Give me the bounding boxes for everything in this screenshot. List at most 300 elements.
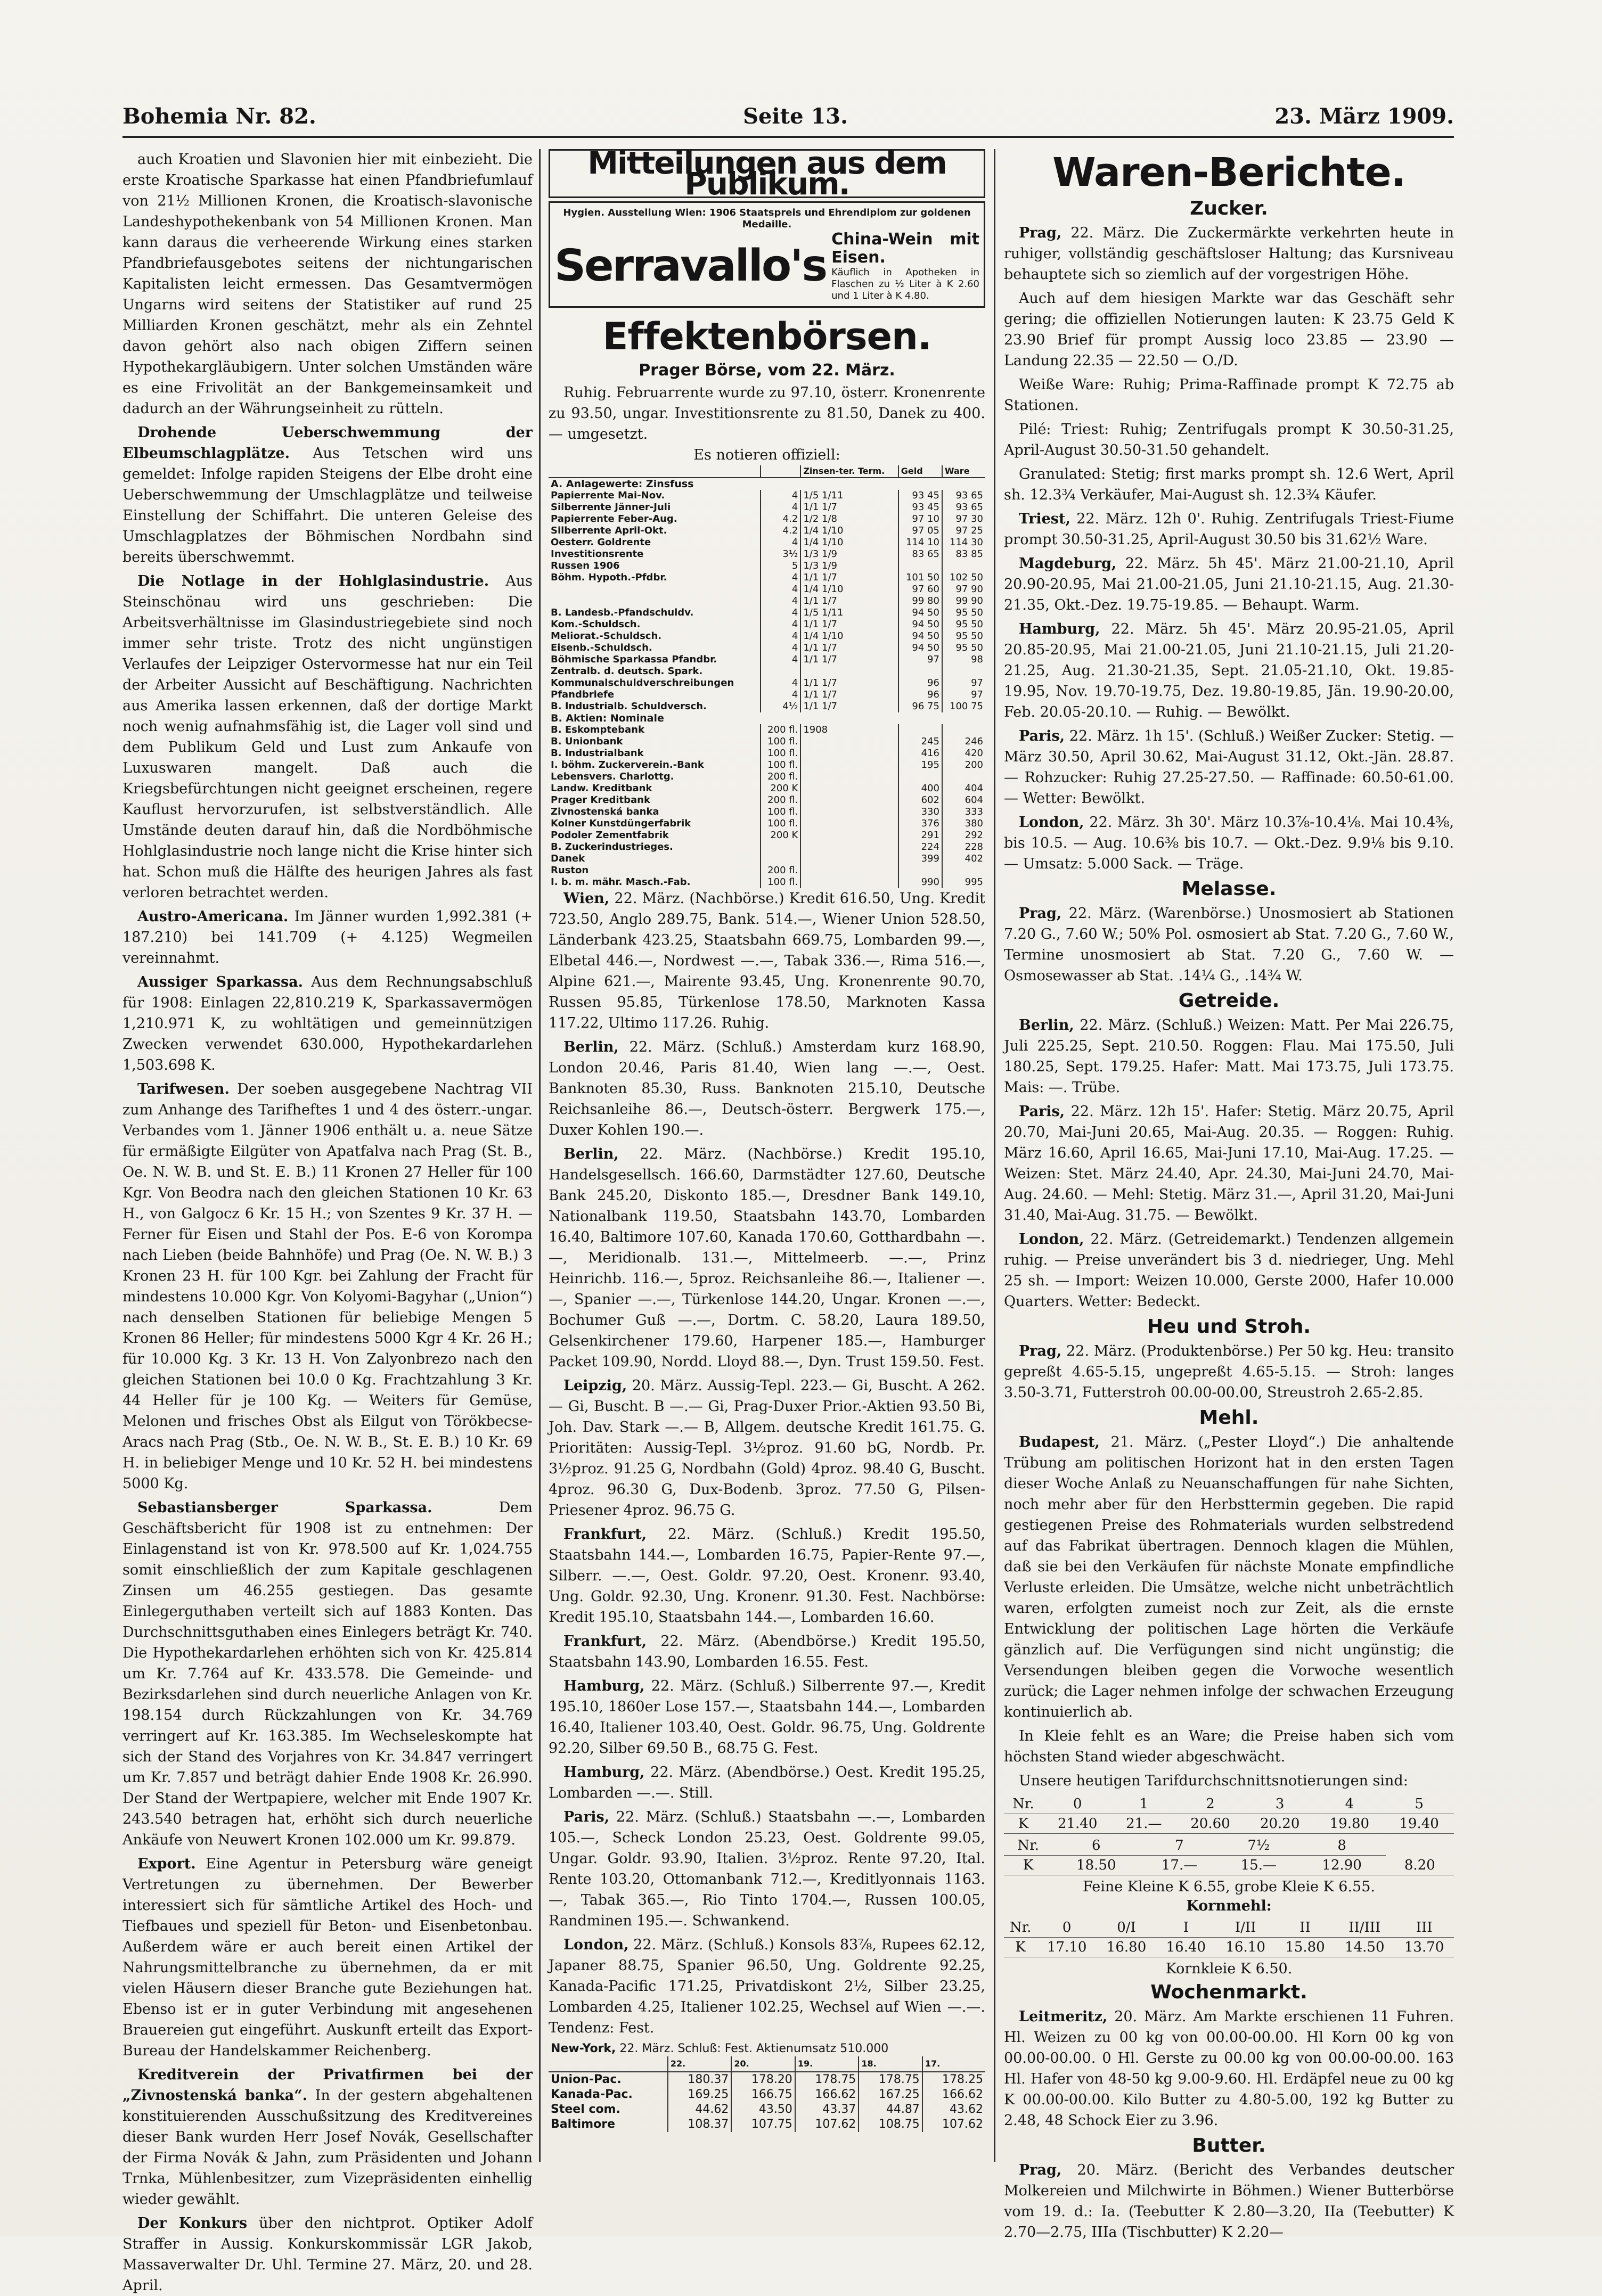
security-rate: 4 (761, 630, 801, 642)
ny-value: 107.75 (731, 2117, 795, 2132)
tarif-cell: 20.20 (1245, 1814, 1315, 1834)
security-term: 1/1 1/7 (800, 701, 898, 712)
melasse-report (1004, 903, 1454, 986)
boerse-report-text: 22. März. (Schluß.) Konsols 83⅞, Rupees 62.12, Japaner 88.75, Spanier 96.50, Ung. Goldrente 92.25, Kanada-Pacific 171.25, Privatdiskont 2½, Silber 23.25, Lombarden 4.25, Italiener 102.25, Wechsel auf Wien —.—. Tendenz: Fest. (549, 1937, 985, 2036)
zucker-report-text: 22. März. 1h 15'. (Schluß.) Weißer Zucker: Stetig. — März 30.50, April 30.62, Mai-August 31.12, Okt.-Jän. 28.87. — Rohzucker: Ruhig 27.25-27.50. — Raffinade: 60.50-61.00. — Wetter: Bewölkt. (1004, 728, 1454, 807)
security-name: B. Unionbank (551, 736, 623, 747)
kurse-head-geld: Geld (898, 465, 942, 478)
security-name: Zivnostenská banka (551, 806, 659, 817)
tarif-head-cell: 8 (1298, 1836, 1386, 1856)
section-anlagewerte (549, 478, 985, 490)
boerse-report-text: 22. März. (Abendbörse.) Oest. Kredit 195.25, Lombarden —.—. Still. (549, 1764, 985, 1801)
boerse-report (549, 1934, 985, 2038)
security-geld: 96 (898, 677, 942, 689)
security-geld: 94 50 (898, 607, 942, 619)
news-item-text: In der gestern abgehaltenen konstituierenden Ausschußsitzung des Kreditvereines dieser Bank wurden Herr Josef Novák, Gesellschafter der Firma Novák & Jahn, zum Präsidenten und Johann Trnka, Mühlenbesitzer, zum Vizepräsidenten einhellig wieder gewählt. (122, 2087, 533, 2208)
advert-award-line: Hygien. Ausstellung Wien: 1906 Staatspreis und Ehrendiplom zur goldenen Medaille. (563, 207, 971, 230)
ny-value: 180.37 (668, 2072, 732, 2087)
news-item (122, 149, 533, 419)
boerse-report-text: 22. März. (Nachbörse.) Kredit 195.10, Handelsgesellsch. 166.60, Darmstädter 127.60, Deutsche Bank 245.20, Diskonto 185.—, Dresdner Bank 149.10, Nationalbank 119.50, Staatsbahn 143.70, Lombarden 16.40, Baltimore 107.60, Kanada 170.60, Gotthardbahn —.—, Meridionalb. 131.—, Mittelmeerb. —.—, Prinz Heinrichb. 116.—, 5proz. Reichsanleihe 86.—, Italiener —.—, Spanier —.—, Türkenlose 144.20, Ungar. Kronen —.—, Bochumer Guß —.—, Dortm. C. 58.20, Laura 189.50, Gelsenkirchener 179.60, Harpener 185.—, Hamburger Packet 109.90, Nordd. Lloyd 88.—, Dyn. Trust 159.50. Fest. (549, 1146, 985, 1370)
security-rate: 4 (761, 537, 801, 548)
security-ware: 97 (942, 689, 985, 701)
boerse-report-lead: Frankfurt, (563, 1526, 647, 1543)
security-name: Papierrente Feber-Aug. (551, 513, 677, 524)
zucker-report (1004, 288, 1454, 371)
tarif-cell: 18.50 (1052, 1856, 1140, 1875)
tarif-cell: 17.— (1140, 1856, 1219, 1875)
boerse-report-lead: Hamburg, (563, 1764, 645, 1781)
table-row (549, 537, 985, 548)
table-row (549, 818, 985, 830)
security-ware: 93 65 (942, 490, 985, 502)
zucker-report-lead: Prag, (1019, 225, 1062, 241)
security-rate: 4 (761, 595, 801, 607)
ny-col-head: 17. (922, 2056, 985, 2072)
mehl-report-text: Unsere heutigen Tarifdurchschnittsnotierungen sind: (1019, 1773, 1408, 1789)
tarif-head-cell: I (1156, 1918, 1216, 1938)
security-geld: 97 05 (898, 525, 942, 537)
table-row (549, 783, 985, 794)
prager-boerse-heading: Prager Börse, vom 22. März. (639, 361, 895, 380)
zucker-report-lead: Magdeburg, (1019, 555, 1117, 572)
zucker-report-lead: Hamburg, (1019, 621, 1100, 637)
tarif-cell: 17.10 (1037, 1938, 1097, 1957)
boerse-report-lead: Leipzig, (563, 1377, 627, 1394)
zucker-report (1004, 464, 1454, 505)
tarif-head-cell: II/III (1335, 1918, 1394, 1938)
security-rate: 4 (761, 677, 801, 689)
zucker-report-text: 22. März. Die Zuckermärkte verkehrten heute in ruhiger, vollständig geschäftsloser Haltung; das Kursniveau behauptete sich so ziemlich auf der vorgestrigen Höhe. (1004, 225, 1454, 283)
ny-value: 108.37 (668, 2117, 732, 2132)
security-term: 1/5 1/11 (800, 607, 898, 619)
ny-security: Baltimore (551, 2118, 616, 2131)
security-geld: 97 10 (898, 513, 942, 525)
security-rate: 4 (761, 490, 801, 502)
security-name: Silberrente April-Okt. (551, 525, 667, 536)
page-header (122, 104, 1454, 136)
zucker-report-lead: Triest, (1019, 511, 1070, 527)
boerse-report-text: 22. März. (Schluß.) Kredit 195.50, Staatsbahn 144.—, Lombarden 16.75, Papier-Rente 97.—, Silberr. —.—, Oest. Goldr. 97.20, Oest. Kronenr. 93.40, Ung. Goldr. 92.30, Ung. Kronenr. 91.30. Fest. Nachbörse: Kredit 195.10, Staatsbahn 144.—, Lombarden 16.60. (549, 1526, 985, 1626)
boerse-report (549, 1144, 985, 1372)
security-geld (898, 560, 942, 572)
security-ware: 114 30 (942, 537, 985, 548)
ny-value: 166.62 (922, 2087, 985, 2102)
boerse-report-lead: Hamburg, (563, 1678, 645, 1694)
tarif-weizen-2 (1004, 1836, 1454, 1875)
zucker-report-text: Weiße Ware: Ruhig; Prima-Raffinade prompt K 72.75 ab Stationen. (1004, 376, 1454, 414)
security-term: 1/5 1/11 (800, 490, 898, 502)
table-row (549, 830, 985, 841)
tarif-head-cell: Nr. (1004, 1794, 1043, 1814)
ny-col-head: 19. (795, 2056, 859, 2072)
tarif-head-cell: 6 (1052, 1836, 1140, 1856)
security-name (549, 584, 761, 595)
wochenmarkt-report-lead: Leitmeritz, (1019, 2008, 1108, 2025)
melasse-report-text: 22. März. (Warenbörse.) Unosmosiert ab Stationen 7.20 G., 7.60 W.; 50% Pol. osmosiert ab Stat. 7.20 G., 7.60 W., Termine unosmosiert ab Stat. 7.20 G., 7.60 W. — Osmosewasser ab Stat. .14¼ G., .14¾ W. (1004, 905, 1454, 984)
melasse-heading: Melasse. (1181, 878, 1277, 900)
table-row (549, 654, 985, 666)
security-geld: 114 10 (898, 537, 942, 548)
security-ware: 404 (942, 783, 985, 794)
mitteilungen-title: Mitteilungen aus dem Publikum. (549, 149, 985, 198)
security-name: Investitionsrente (551, 548, 644, 560)
zucker-report (1004, 374, 1454, 416)
tarif-cell: K (1004, 1938, 1037, 1957)
security-term (800, 759, 898, 771)
offiziell-line: Es notieren offiziell: (693, 447, 840, 463)
tarif-head-cell: 1 (1113, 1794, 1176, 1814)
security-term: 1/4 1/10 (800, 525, 898, 537)
security-geld: 376 (898, 818, 942, 830)
ny-value: 178.25 (922, 2072, 985, 2087)
butter-heading: Butter. (1192, 2135, 1266, 2156)
security-ware (942, 666, 985, 677)
boerse-report-lead: Wien, (563, 890, 610, 907)
news-item-text: auch Kroatien und Slavonien hier mit einbezieht. Die erste Kroatische Sparkasse hat einen Pfandbriefumlauf von 21½ Millionen Kronen, die Kroatisch-slavonische Landeshypothekenbank von 54 Millionen Kronen. Man kann daraus die verheerende Wirkung eines starken Pfandbriefausgebotes seitens der nichtungarischen Kapitalisten leicht ermessen. Das Gesamtvermögen Ungarns wird seitens der Statistiker auf rund 25 Milliarden Kronen geschätzt, mehr als ein Zehntel davon gehört also nach obigen Ziffern seinen Hypothekargläubigern. Unter solchen Umständen wäre es eine Frivolität an der Bankgemeinsamkeit und dadurch an der Währungseinheit zu rütteln. (122, 151, 533, 417)
advert-brand: Serravallo's (554, 241, 827, 291)
security-geld (898, 724, 942, 736)
tarif-head-cell: Nr. (1004, 1918, 1037, 1938)
zucker-report-lead: Paris, (1019, 728, 1065, 744)
security-name: Meliorat.-Schuldsch. (551, 630, 662, 642)
ny-value: 166.75 (731, 2087, 795, 2102)
security-term: 1/3 1/9 (800, 560, 898, 572)
security-ware: 95 50 (942, 607, 985, 619)
security-geld (898, 666, 942, 677)
butter-report-text: 20. März. (Bericht des Verbandes deutscher Molkereien und Milchwirte in Böhmen.) Wiener Butterbörse vom 19. d.: Ia. (Teebutter K 2.80—3.20, IIa (Teebutter) K 2.70—2.75, IIIa (Tischbutter) K 2.20— (1004, 2162, 1454, 2241)
security-geld: 416 (898, 748, 942, 759)
news-item-lead: Austro-Americana. (137, 908, 289, 925)
security-geld: 94 50 (898, 630, 942, 642)
security-term (800, 736, 898, 748)
ny-value: 169.25 (668, 2087, 732, 2102)
security-rate (761, 841, 801, 853)
security-name: Russen 1906 (551, 560, 620, 571)
tarif-head-cell: 2 (1175, 1794, 1245, 1814)
tarif-cell: 16.10 (1216, 1938, 1276, 1957)
section-anlagewerte-label: A. Anlagewerte: Zinsfuss (551, 478, 694, 490)
security-geld: 83 65 (898, 548, 942, 560)
table-row (549, 677, 985, 689)
tarif-weizen-1-row (1004, 1814, 1454, 1834)
security-ware: 97 25 (942, 525, 985, 537)
security-term: 1/1 1/7 (800, 595, 898, 607)
tarif-cell: 14.50 (1335, 1938, 1394, 1957)
security-ware: 604 (942, 794, 985, 806)
prager-boerse-text: Ruhig. Februarrente wurde zu 97.10, österr. Kronenrente zu 93.50, ungar. Investitionsrente zu 81.50, Danek zu 400.— umgesetzt. (549, 384, 985, 442)
security-name: B. Industrialbank (551, 748, 644, 759)
news-item (122, 1497, 533, 1850)
section-aktien (549, 712, 985, 724)
header-page-number: Seite 13. (743, 104, 848, 129)
security-term (800, 818, 898, 830)
kurse-head-term: Zinsen-ter. Term. (800, 465, 898, 478)
tarif-cell: 13.70 (1394, 1938, 1454, 1957)
ny-security: Kanada-Pac. (551, 2088, 633, 2101)
tarif-cell: 12.90 (1298, 1856, 1386, 1875)
column-economic-news (122, 149, 533, 2294)
security-name: Kommunalschuldverschreibungen (551, 677, 734, 688)
news-item-lead: Die Notlage in der Hohlglasindustrie. (137, 573, 489, 589)
security-ware: 102 50 (942, 572, 985, 584)
security-ware: 95 50 (942, 630, 985, 642)
security-ware: 380 (942, 818, 985, 830)
ny-value: 43.37 (795, 2102, 859, 2117)
getreide-report-lead: Paris, (1019, 1103, 1065, 1120)
security-term (800, 748, 898, 759)
news-item-lead: Sebastiansberger Sparkassa. (137, 1499, 432, 1516)
waren-title: Waren-Berichte. (1052, 150, 1405, 195)
security-geld: 245 (898, 736, 942, 748)
table-row (549, 748, 985, 759)
security-rate (761, 666, 801, 677)
security-rate: 4 (761, 572, 801, 584)
wochenmarkt-heading: Wochenmarkt. (1150, 1981, 1307, 2003)
news-item-text: Aus Tetschen wird uns gemeldet: Infolge rapiden Steigens der Elbe droht eine Ueberschwemmung der Umschlagplätze und teilweise Einstellung der Schiffahrt. Die unteren Geleise des Umschlagplatzes der Böhmischen Nordbahn sind bereits überschwemmt. (122, 445, 533, 565)
security-term (800, 841, 898, 853)
news-item-lead: Drohende Ueberschwemmung der Elbeumschlagplätze. (122, 424, 533, 462)
security-rate: 4 (761, 654, 801, 666)
boerse-report-text: 22. März. (Abendbörse.) Kredit 195.50, Staatsbahn 143.90, Lombarden 16.55. Fest. (549, 1633, 985, 1670)
security-name: Eisenb.-Schuldsch. (551, 642, 652, 653)
security-geld: 400 (898, 783, 942, 794)
news-item (122, 2213, 533, 2296)
security-ware: 97 (942, 677, 985, 689)
security-rate: 100 fl. (761, 748, 801, 759)
tarif-cell: K (1004, 1856, 1052, 1875)
boerse-report-lead: Berlin, (563, 1146, 619, 1162)
table-row (549, 642, 985, 654)
news-item (122, 972, 533, 1076)
melasse-report-lead: Prag, (1019, 905, 1062, 922)
mehl-report-text: In Kleie fehlt es an Ware; die Preise haben sich vom höchsten Stand wieder abgeschwächt. (1004, 1728, 1454, 1765)
table-row (549, 548, 985, 560)
security-name: Lebensvers. Charlottg. (551, 771, 674, 782)
security-ware: 93 65 (942, 502, 985, 513)
tarif-weizen-2-head (1004, 1836, 1454, 1856)
zucker-report-text: 22. März. 3h 30'. März 10.3⅞-10.4⅛. Mai 10.4⅜, bis 10.5. — Aug. 10.6⅜ bis 10.7. — Okt.-Dez. 9.9⅛ bis 9.10. — Umsatz: 5.000 Sack. — Träge. (1004, 814, 1454, 872)
table-row (549, 806, 985, 818)
tarif-head-cell: 4 (1315, 1794, 1385, 1814)
table-row (549, 841, 985, 853)
security-geld: 399 (898, 853, 942, 865)
news-item-text: Der soeben ausgegebene Nachtrag VII zum Anhange des Tarifheftes 1 und 4 des österr.-ungar. Verbandes vom 1. Jänner 1906 enthält u. a. neue Sätze für ermäßigte Eilgüter von Apatfalva nach Prag (St. B., Oe. N. W. B. und St. E. B.) 11 Kronen 27 Heller für 100 Kgr. Von Beodra nach den gleichen Stationen 10 Kr. 63 H., von Galgocz 6 Kr. 15 H.; von Szentes 9 Kr. 37 H. — Ferner für Eisen und Stahl der Pos. E-6 von Korompa nach Lieben (beide Bahnhöfe) und Prag (Oe. N. W. B.) 3 Kronen 23 H. für 100 Kgr. bei Zahlung der Fracht für mindestens 10.000 Kgr. Von Kolyomi-Bagyhar („Union“) nach denselben Stationen für beliebige Mengen 5 Kronen 86 Heller; für mindestens 5000 Kgr 4 Kr. 26 H.; für 10.000 Kg. 3 Kr. 13 H. Von Zalyonbrezo nach den gleichen Stationen bei 10.0 0 Kg. Frachtzahlung 3 Kr. 44 Heller für je 100 Kg. — Weiters für Gemüse, Melonen und frisches Obst als Eilgut von Törökbecse-Aracs nach Prag (Stb., Oe. N. W. B., St. E. B.) 10 Kr. 69 H. in beliebiger Menge und 10 Kr. 52 H. bei mindestens 5000 Kg. (122, 1081, 533, 1492)
security-ware: 228 (942, 841, 985, 853)
zucker-report-text: 22. März. 5h 45'. März 20.95-21.05, April 20.85-20.95, Mai 21.00-21.05, Juni 21.10-21.15, Juli 21.20-21.25, Aug. 21.30-21.35, Sept. 21.05-21.10, Okt. 19.85-19.95, Nov. 19.70-19.75, Dez. 19.80-19.85, Jän. 19.90-20.00, Feb. 20.05-20.10. — Ruhig. — Bewölkt. (1004, 621, 1454, 720)
ny-heading: New-York, 22. März. Schluß: Fest. Aktienumsatz 510.000 (551, 2042, 889, 2055)
table-row (549, 630, 985, 642)
table-row (549, 666, 985, 677)
tarif-head-cell: 0/I (1097, 1918, 1156, 1938)
security-term: 1/3 1/9 (800, 548, 898, 560)
security-geld (898, 771, 942, 783)
security-name: B. Eskomptebank (551, 724, 644, 735)
security-name: Böhm. Hypoth.-Pfdbr. (551, 572, 667, 583)
kurse-head-zins (761, 465, 801, 478)
security-term (800, 794, 898, 806)
ny-col-head: 18. (859, 2056, 922, 2072)
boerse-report-text: 22. März. (Schluß.) Silberrente 97.—, Kredit 195.10, 1860er Lose 157.—, Staatsbahn 144.—, Lombarden 16.40, Italiener 103.40, Oest. Goldr. 96.75, Ung. Goldrente 92.20, Silber 69.50 B., 68.75 G. Fest. (549, 1678, 985, 1757)
tarif-head-cell: 0 (1037, 1918, 1097, 1938)
boerse-report (549, 1762, 985, 1803)
security-rate: 200 fl. (761, 794, 801, 806)
tarif-cell: 21.40 (1043, 1814, 1113, 1834)
security-term: 1/1 1/7 (800, 689, 898, 701)
zucker-report-text: 22. März. 12h 0'. Ruhig. Zentrifugals Triest-Fiume prompt 30.50-31.25, April-August 30.50 bis 31.62½ Ware. (1004, 511, 1454, 548)
ny-value: 178.75 (795, 2072, 859, 2087)
security-geld: 330 (898, 806, 942, 818)
news-item-lead: Export. (137, 1856, 196, 1872)
tarif-kornmehl-head (1004, 1918, 1454, 1938)
security-name: Papierrente Mai-Nov. (551, 490, 665, 501)
table-row (549, 876, 985, 888)
boerse-report-lead: London, (563, 1937, 629, 1953)
table-row (549, 724, 985, 736)
security-term (800, 853, 898, 865)
table-row (549, 771, 985, 783)
zucker-report (1004, 726, 1454, 809)
tarif-head-cell: 5 (1384, 1794, 1454, 1814)
mehl-report (1004, 1726, 1454, 1767)
ny-security: Union-Pac. (551, 2073, 622, 2086)
getreide-report-text: 22. März. 12h 15'. Hafer: Stetig. März 20.75, April 20.70, Mai-Juni 20.65, Mai-Aug. 20.35. — Roggen: Ruhig. März 16.60, April 16.65, Mai-Juni 17.10, Mai-Aug. 17.25. — Weizen: Stet. März 24.40, Apr. 24.30, Mai-Juni 24.70, Mai-Aug. 24.60. — Mehl: Stetig. März 31.—, April 31.20, Mai-Juni 31.40, Mai-Aug. 31.75. — Bewölkt. (1004, 1103, 1454, 1224)
table-row (549, 560, 985, 572)
security-rate: 100 fl. (761, 806, 801, 818)
kornmehl-heading: Kornmehl: (1186, 1898, 1272, 1914)
ny-value: 108.75 (859, 2117, 922, 2132)
boerse-report (549, 1375, 985, 1521)
tarif-cell: 21.— (1113, 1814, 1176, 1834)
boerse-report (549, 1631, 985, 1672)
ny-value: 44.87 (859, 2102, 922, 2117)
header-date: 23. März 1909. (1274, 104, 1454, 129)
table-row (549, 853, 985, 865)
advert-product: China-Wein mit Eisen. (831, 230, 979, 267)
mehl-report (1004, 1432, 1454, 1723)
security-ware (942, 771, 985, 783)
tarif-kornmehl-row (1004, 1938, 1454, 1957)
tarif-cell: K (1004, 1814, 1043, 1834)
header-issue: Bohemia Nr. 82. (122, 104, 316, 129)
security-ware: 292 (942, 830, 985, 841)
security-rate: 4 (761, 607, 801, 619)
security-name: Kolner Kunstdüngerfabrik (551, 818, 691, 829)
security-term: 1/4 1/10 (800, 584, 898, 595)
security-term: 1/4 1/10 (800, 537, 898, 548)
tarif-kornmehl (1004, 1918, 1454, 1957)
security-geld: 990 (898, 876, 942, 888)
news-item (122, 2064, 533, 2210)
security-rate: 200 K (761, 783, 801, 794)
tarif-head-cell: Nr. (1004, 1836, 1052, 1856)
news-item-text: Im Jänner wurden 1,992.381 (+ 187.210) bei 141.709 (+ 4.125) Wegmeilen vereinnahmt. (122, 908, 533, 966)
security-name: B. Zuckerindustrieges. (551, 841, 673, 852)
ny-value: 178.75 (859, 2072, 922, 2087)
table-row (549, 584, 985, 595)
ny-columns (549, 2056, 985, 2072)
security-rate: 4.2 (761, 525, 801, 537)
boerse-report (549, 1807, 985, 1931)
column-divider (539, 149, 541, 2162)
boerse-report-text: 22. März. (Schluß.) Amsterdam kurz 168.90, London 20.46, Paris 81.40, Wien lang —.—, Oest. Banknoten 85.30, Russ. Banknoten 215.10, Deutsche Reichsanleihe 86.—, Deutsch-österr. Bergwerk 175.—, Duxer Kohlen 190.—. (549, 1039, 985, 1138)
boerse-report-text: 22. März. (Schluß.) Staatsbahn —.—, Lombarden 105.—, Scheck London 25.23, Oest. Goldrente 99.05, Ungar. Goldr. 93.90, Italien. 3½proz. Rente 97.20, Ital. Rente 103.20, Ottomanbank 712.—, Kreditlyonnais 1163.—, Tabak 365.—, Rio Tinto 1704.—, Russen 100.05, Randminen 195.—. Schwankend. (549, 1809, 985, 1929)
zucker-report-text: Granulated: Stetig; first marks prompt sh. 12.6 Wert, April sh. 12.3¾ Verkäufer, Mai-August sh. 12.3¾ Käufer. (1004, 466, 1454, 503)
security-rate (761, 853, 801, 865)
kurse-table (549, 465, 985, 888)
security-ware: 95 50 (942, 619, 985, 630)
security-geld: 97 (898, 654, 942, 666)
mehl-report-text: 21. März. („Pester Lloyd“.) Die anhaltende Trübung am politischen Horizont hat in den ersten Tagen dieser Woche Anlaß zu Neuanschaffungen für nahe Sichten, noch mehr aber für den Herbsttermin gegeben. Die rapid gestiegenen Preise des Rohmaterials wurden selbstredend auf das Fabrikat übertragen. Dennoch klagen die Mühlen, daß sie bei den Verkäufen für nächste Monate empfindliche Verluste erleiden. Die Umsätze, welche nicht unbeträchtlich waren, erfolgten zumeist noch zur Zeit, als die ernste Entwicklung der politischen Lage hörten die Verkäufe gänzlich auf. Die Verfügungen sind nicht ungünstig; die Versendungen bleiben gegen die Vorwoche wesentlich zurück; die Lager nehmen infolge der schwachen Erzeugung kontinuierlich ab. (1004, 1434, 1454, 1720)
news-item-text: Eine Agentur in Petersburg wäre geneigt Vertretungen zu übernehmen. Der Bewerber interessiert sich für sämtliche Artikel des Hoch- und Tiefbaues und speziell für Beton- und Eisenbetonbau. Außerdem wäre er auch bereit einen Artikel der Nahrungsmittelbranche zu übernehmen, da er mit vielen Häusern dieser Branche gute Beziehungen hat. Ebenso ist er in guter Verbindung mit angesehenen Brauereien gut eingeführt. Auskunft erteilt das Export-Bureau der Handelskammer Reichenberg. (122, 1856, 533, 2059)
tarif-head-cell: I/II (1216, 1918, 1276, 1938)
wochenmarkt-report (1004, 2006, 1454, 2131)
security-name: Silberrente Jänner-Juli (551, 502, 671, 513)
boerse-report (549, 1037, 985, 1141)
zucker-report-text: Pilé: Triest: Ruhig; Zentrifugals prompt K 30.50-31.25, April-August 30.50-31.50 gehandelt. (1004, 421, 1454, 458)
kurse-head-name (549, 465, 761, 478)
security-geld: 96 (898, 689, 942, 701)
getreide-report (1004, 1101, 1454, 1226)
security-rate: 200 K (761, 830, 801, 841)
zucker-report (1004, 812, 1454, 874)
security-term (800, 783, 898, 794)
security-term (800, 806, 898, 818)
tarif-head-cell: 3 (1245, 1794, 1315, 1814)
security-name: Kom.-Schuldsch. (551, 619, 641, 630)
security-rate: 4.2 (761, 513, 801, 525)
security-term: 1908 (800, 724, 898, 736)
news-item-text: Aus Steinschönau wird uns geschrieben: Die Arbeitsverhältnisse im Glasindustriegebiete sind noch immer sehr triste. Trotz des nicht ungünstigen Verlaufes der Leipziger Ostervormesse hat nur ein Teil der Arbeiter Aussicht auf Beschäftigung. Nachrichten aus Amerika lassen erkennen, daß der dortige Markt noch wenig aufnahmsfähig ist, die Lager voll sind und dem Publikum Geld und Lust zum Ankaufe von Luxuswaren mangelt. Daß auch die Kriegsbefürchtungen nicht geeignet erscheinen, regere Kauflust hervorzurufen, ist selbstverständlich. Alle Umstände deuten darauf hin, daß die Nordböhmische Hohlglasindustrie noch lange nicht die Krise hinter sich hat. Schon muß die Hälfte des heurigen Jahres als fast verloren betrachtet werden. (122, 573, 533, 901)
security-geld: 291 (898, 830, 942, 841)
new-york-table (549, 2041, 985, 2132)
news-item-lead: Der Konkurs (137, 2215, 248, 2232)
boerse-report (549, 888, 985, 1034)
security-name: B. Landesb.-Pfandschuldv. (551, 607, 694, 618)
security-name: Ruston (551, 865, 589, 876)
zucker-report (1004, 419, 1454, 461)
tarif-cell: 16.40 (1156, 1938, 1216, 1957)
boerse-report (549, 1524, 985, 1628)
effekten-title: Effektenbörsen. (602, 315, 931, 358)
security-name: B. Industrialb. Schuldversch. (551, 701, 707, 712)
table-row (549, 513, 985, 525)
tarif-cell: 15.— (1219, 1856, 1298, 1875)
tarif-weizen-2-row (1004, 1856, 1454, 1875)
table-row (549, 619, 985, 630)
ny-value: 44.62 (668, 2102, 732, 2117)
security-geld: 602 (898, 794, 942, 806)
security-ware: 333 (942, 806, 985, 818)
ny-value: 178.20 (731, 2072, 795, 2087)
security-geld: 224 (898, 841, 942, 853)
tarif-head-cell: 0 (1043, 1794, 1113, 1814)
news-item-text: Aus dem Rechnungsabschluß für 1908: Einlagen 22,810.219 K, Sparkassavermögen 1,210.971 K, zu wohltätigen und gemeinnützigen Zwecken verwendet 630.000, Hypothekardarlehen 1,503.698 K. (122, 974, 533, 1073)
tarif-cell: 16.80 (1097, 1938, 1156, 1957)
security-rate: 200 fl. (761, 865, 801, 876)
zucker-report (1004, 619, 1454, 723)
table-row (549, 2072, 985, 2087)
news-item-text: über den nichtprot. Optiker Adolf Straffer in Aussig. Konkurskommissär LGR Jakob, Massaverwalter Dr. Uhl. Termine 27. März, 20. und 28. April. (122, 2215, 533, 2294)
boerse-report-text: 20. März. Aussig-Tepl. 223.— Gi, Buscht. A 262.— Gi, Buscht. B —.— Gi, Prag-Duxer Prior.-Aktien 93.50 Bi, Joh. Dav. Stark —.— B, Allgem. deutsche Kredit 161.75. G. Prioritäten: Aussig-Tepl. 3½proz. 91.60 bG, Nordb. Pr. 3½proz. 91.25 G, Nordbahn (Gold) 4proz. 98.40 G, Buscht. 4proz. 96.30 G, Dux-Bodenb. 3proz. 77.50 G, Pilsen-Priesener 4proz. 96.75 G. (549, 1377, 985, 1519)
serravallo-advert (549, 201, 985, 308)
security-name: Landw. Kreditbank (551, 783, 652, 794)
security-geld: 101 50 (898, 572, 942, 584)
table-row (549, 701, 985, 712)
mehl-heading: Mehl. (1199, 1407, 1259, 1429)
table-row (549, 794, 985, 806)
butter-report-lead: Prag, (1019, 2162, 1062, 2178)
table-row (549, 759, 985, 771)
